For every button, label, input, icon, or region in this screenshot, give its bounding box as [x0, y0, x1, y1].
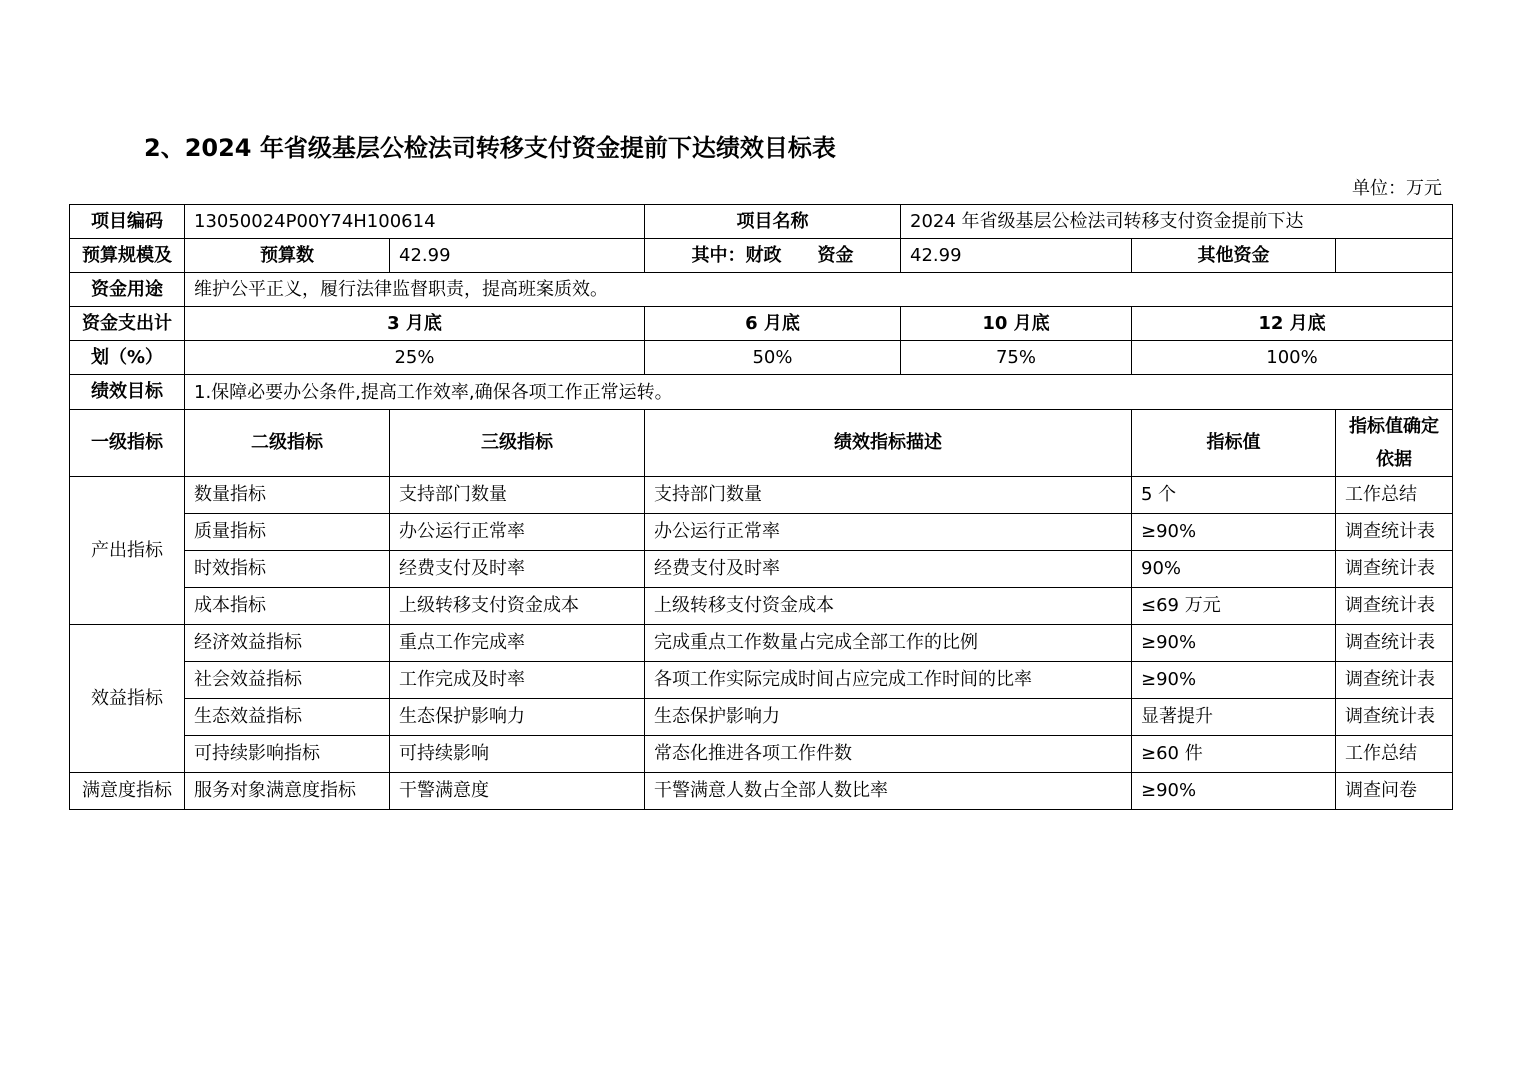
indicator-description: 各项工作实际完成时间占应完成工作时间的比率: [645, 662, 1132, 699]
project-code-value: 13050024P00Y74H100614: [185, 205, 645, 239]
level3-indicator: 生态保护影响力: [390, 699, 645, 736]
indicator-basis: 调查统计表: [1336, 551, 1453, 588]
indicator-basis: 调查问卷: [1336, 773, 1453, 810]
fund-usage-label: 资金用途: [70, 273, 185, 307]
table-row: [70, 625, 1453, 662]
period-6-month: 6 月底: [645, 307, 901, 341]
project-name-label: 项目名称: [645, 205, 901, 239]
level2-indicator: 生态效益指标: [185, 699, 390, 736]
indicator-description: 办公运行正常率: [645, 514, 1132, 551]
spending-plan-label-2: 划（%）: [70, 341, 185, 375]
plan-value-3-month: 25%: [185, 341, 645, 375]
budget-value: 42.99: [390, 239, 645, 273]
level3-indicator: 可持续影响: [390, 736, 645, 773]
period-10-month: 10 月底: [901, 307, 1132, 341]
indicator-value: 5 个: [1132, 477, 1336, 514]
header-level2: 二级指标: [185, 410, 390, 477]
table-row: [70, 736, 1453, 773]
fiscal-fund-label: 其中：财政 资金: [645, 239, 901, 273]
indicator-basis: 工作总结: [1336, 477, 1453, 514]
table-row: [70, 773, 1453, 810]
header-basis-line2: 依据: [1376, 449, 1413, 470]
goal-text: 1.保障必要办公条件,提高工作效率,确保各项工作正常运转。: [185, 375, 1453, 410]
level2-indicator: 可持续影响指标: [185, 736, 390, 773]
level2-indicator: 服务对象满意度指标: [185, 773, 390, 810]
table-row: [70, 514, 1453, 551]
header-level3: 三级指标: [390, 410, 645, 477]
level3-indicator: 重点工作完成率: [390, 625, 645, 662]
fund-usage-text: 维护公平正义，履行法律监督职责，提高班案质效。: [185, 273, 1453, 307]
indicator-description: 经费支付及时率: [645, 551, 1132, 588]
indicator-value: ≤69 万元: [1132, 588, 1336, 625]
indicator-value: ≥60 件: [1132, 736, 1336, 773]
header-level1: 一级指标: [70, 410, 185, 477]
indicator-basis: 调查统计表: [1336, 588, 1453, 625]
other-fund-label: 其他资金: [1132, 239, 1336, 273]
period-3-month: 3 月底: [185, 307, 645, 341]
plan-value-10-month: 75%: [901, 341, 1132, 375]
header-basis-line1: 指标值确定: [1349, 416, 1440, 437]
header-value: 指标值: [1132, 410, 1336, 477]
level2-indicator: 社会效益指标: [185, 662, 390, 699]
level3-indicator: 工作完成及时率: [390, 662, 645, 699]
indicator-basis: 工作总结: [1336, 736, 1453, 773]
table-row: [70, 662, 1453, 699]
performance-target-table: [69, 204, 1453, 810]
indicator-value: ≥90%: [1132, 625, 1336, 662]
indicator-value: ≥90%: [1132, 514, 1336, 551]
level1-indicator: 效益指标: [70, 625, 185, 773]
unit-label: 单位：万元: [1352, 178, 1442, 199]
level3-indicator: 上级转移支付资金成本: [390, 588, 645, 625]
indicator-description: 干警满意人数占全部人数比率: [645, 773, 1132, 810]
budget-label: 预算数: [185, 239, 390, 273]
spending-plan-label: 资金支出计: [70, 307, 185, 341]
goal-label: 绩效目标: [70, 375, 185, 410]
indicator-value: 显著提升: [1132, 699, 1336, 736]
indicator-basis: 调查统计表: [1336, 514, 1453, 551]
indicator-description: 常态化推进各项工作件数: [645, 736, 1132, 773]
project-name-value: 2024 年省级基层公检法司转移支付资金提前下达: [901, 205, 1453, 239]
indicator-value: ≥90%: [1132, 662, 1336, 699]
indicator-basis: 调查统计表: [1336, 699, 1453, 736]
header-basis: [1336, 410, 1453, 477]
level2-indicator: 经济效益指标: [185, 625, 390, 662]
level3-indicator: 支持部门数量: [390, 477, 645, 514]
table-row: [70, 477, 1453, 514]
level2-indicator: 成本指标: [185, 588, 390, 625]
indicator-basis: 调查统计表: [1336, 625, 1453, 662]
indicator-value: 90%: [1132, 551, 1336, 588]
level3-indicator: 经费支付及时率: [390, 551, 645, 588]
indicator-description: 上级转移支付资金成本: [645, 588, 1132, 625]
indicator-description: 支持部门数量: [645, 477, 1132, 514]
indicator-description: 生态保护影响力: [645, 699, 1132, 736]
table-row: [70, 551, 1453, 588]
fiscal-fund-value: 42.99: [901, 239, 1132, 273]
level1-indicator: 产出指标: [70, 477, 185, 625]
table-row: [70, 588, 1453, 625]
page-title: 2、2024 年省级基层公检法司转移支付资金提前下达绩效目标表: [144, 134, 836, 162]
level1-indicator: 满意度指标: [70, 773, 185, 810]
period-12-month: 12 月底: [1132, 307, 1453, 341]
level2-indicator: 数量指标: [185, 477, 390, 514]
level2-indicator: 时效指标: [185, 551, 390, 588]
header-description: 绩效指标描述: [645, 410, 1132, 477]
indicator-basis: 调查统计表: [1336, 662, 1453, 699]
plan-value-6-month: 50%: [645, 341, 901, 375]
other-fund-value: [1336, 239, 1453, 273]
table-row: [70, 699, 1453, 736]
budget-scale-label: 预算规模及: [70, 239, 185, 273]
plan-value-12-month: 100%: [1132, 341, 1453, 375]
project-code-label: 项目编码: [70, 205, 185, 239]
level3-indicator: 干警满意度: [390, 773, 645, 810]
level3-indicator: 办公运行正常率: [390, 514, 645, 551]
level2-indicator: 质量指标: [185, 514, 390, 551]
indicator-description: 完成重点工作数量占完成全部工作的比例: [645, 625, 1132, 662]
indicator-value: ≥90%: [1132, 773, 1336, 810]
